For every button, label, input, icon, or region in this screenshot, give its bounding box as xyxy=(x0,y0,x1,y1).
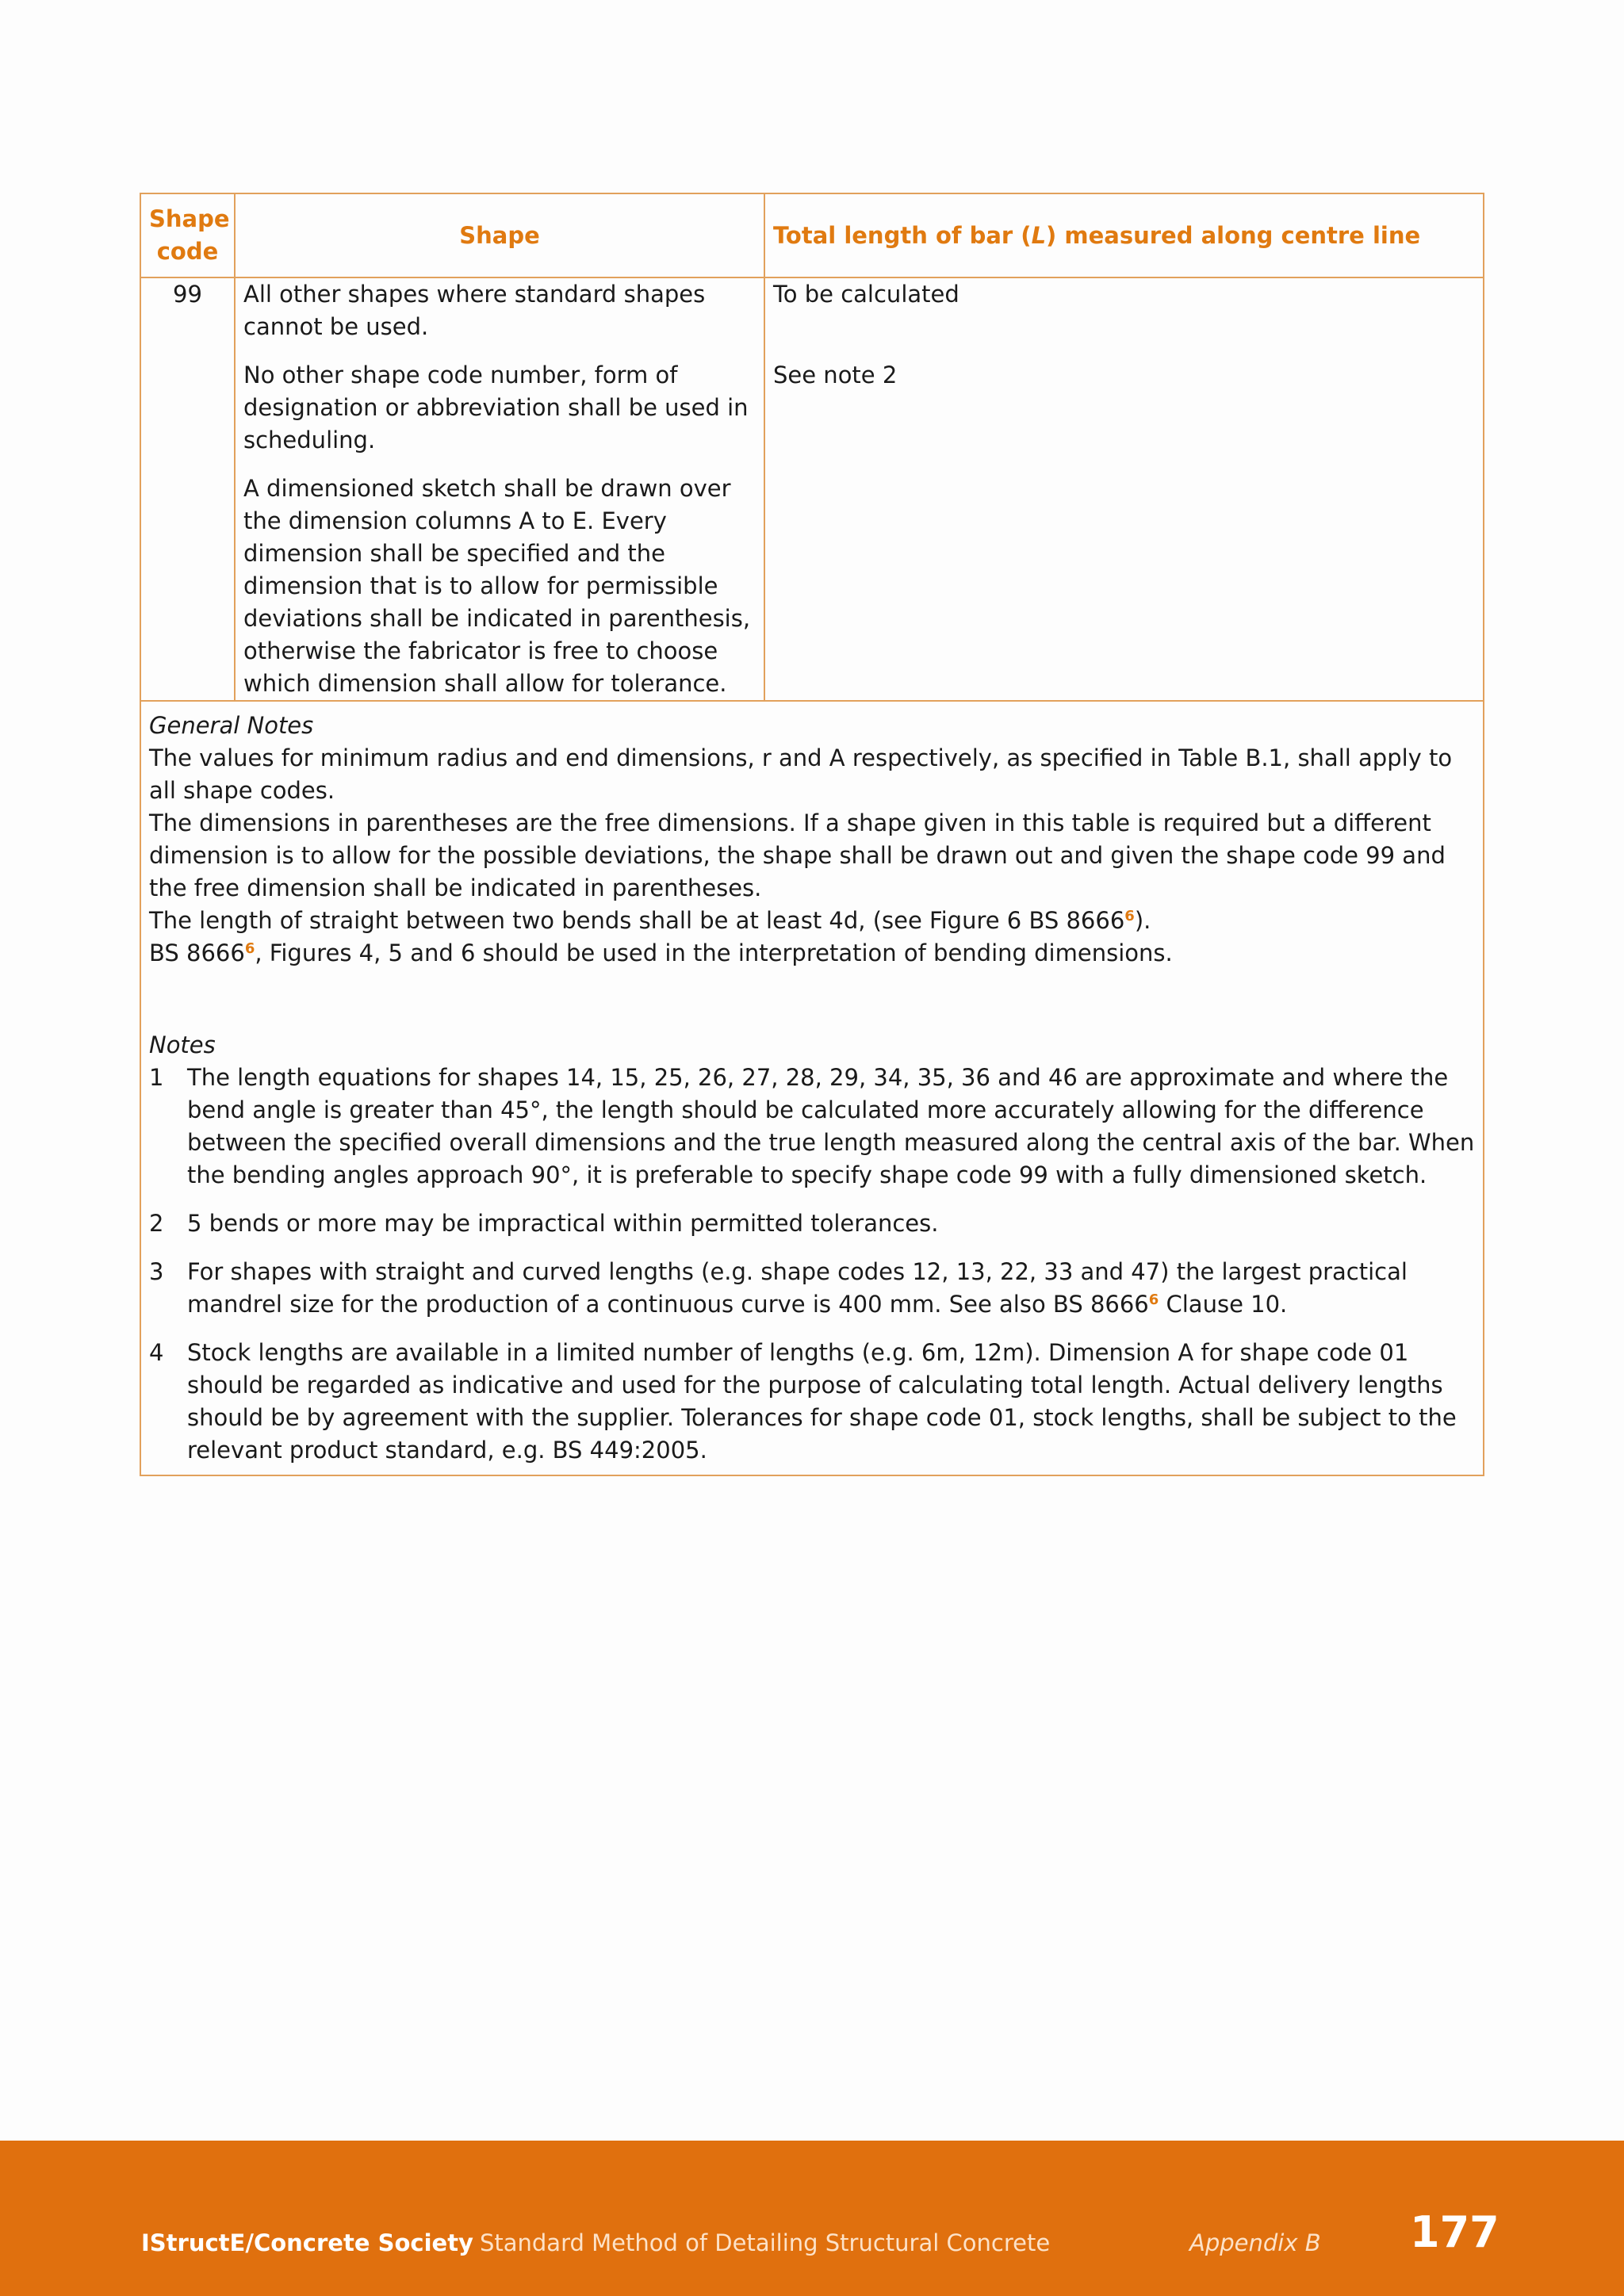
list-item xyxy=(149,1256,1475,1321)
list-item xyxy=(149,1337,1475,1467)
note-number: 4 xyxy=(149,1339,164,1366)
reference-superscript: 6 xyxy=(244,940,255,957)
header-length-prefix: Total length of bar ( xyxy=(773,221,1032,249)
note-text: 5 bends or more may be impractical within permitted tolerances. xyxy=(187,1210,939,1237)
note-number: 3 xyxy=(149,1258,164,1285)
page-number: 177 xyxy=(1410,2207,1500,2257)
shape-code-value: 99 xyxy=(141,277,235,700)
general-note-text: , Figures 4, 5 and 6 should be used in the interpretation of bending dimensions. xyxy=(255,939,1173,966)
header-total-length xyxy=(764,194,1483,277)
footer-publication xyxy=(141,2229,1050,2256)
shape-code-table xyxy=(141,194,1483,700)
shape-code-table-frame xyxy=(140,193,1484,1476)
shape-paragraph: No other shape code number, form of designation or abbreviation shall be used in scheduling. xyxy=(243,362,749,453)
list-item xyxy=(149,1207,1475,1240)
general-note-line xyxy=(149,905,1475,937)
note-number: 2 xyxy=(149,1210,164,1237)
shape-description-cell xyxy=(235,277,764,700)
header-length-symbol: L xyxy=(1031,221,1047,249)
header-length-suffix: ) measured along centre line xyxy=(1046,221,1421,249)
note-text: The length equations for shapes 14, 15, 25, 26, 27, 28, 29, 34, 35, 36 and 46 are approximate and where the bend angle is greater than 45°, the length should be calculated more accurately allowing for the difference between the specified overall dimensions and the true length measured along the central axis of the bar. When the bending angles approach 90°, it is preferable to specify shape code 99 with a fully dimensioned sketch. xyxy=(187,1064,1475,1188)
footer-publisher: IStructE/Concrete Society xyxy=(141,2229,473,2256)
footer-appendix: Appendix B xyxy=(1189,2229,1321,2256)
reference-superscript: 6 xyxy=(1124,908,1135,924)
note-text-part: For shapes with straight and curved lengths (e.g. shape codes 12, 13, 22, 33 and 47) the largest practical mandrel size for the production of a continuous curve is 400 mm. See also BS 8666 xyxy=(187,1258,1408,1318)
general-note-line: The values for minimum radius and end dimensions, r and A respectively, as specified in Table B.1, shall apply to all shape codes. xyxy=(149,744,1453,804)
general-notes-title: General Notes xyxy=(149,712,314,739)
notes-section xyxy=(141,700,1483,1475)
general-note-text: ). xyxy=(1134,907,1151,934)
general-note-line: The dimensions in parentheses are the free dimensions. If a shape given in this table is required but a different dimension is to allow for the possible deviations, the shape shall be drawn out and given the shape code 99 and the free dimension shall be indicated in parentheses. xyxy=(149,809,1446,901)
note-text: Stock lengths are available in a limited number of lengths (e.g. 6m, 12m). Dimension A for shape code 01 should be regarded as indicative and used for the purpose of calculating total length. Actual delivery lengths should be by agreement with the supplier. Tolerances for shape code 01, stock lengths, shall be subject to the relevant product standard, e.g. BS 449:2005. xyxy=(187,1339,1457,1464)
header-shape: Shape xyxy=(235,194,764,277)
general-note-text: BS 8666 xyxy=(149,939,245,966)
footer-title: Standard Method of Detailing Structural Concrete xyxy=(479,2229,1051,2256)
length-value: To be calculated xyxy=(773,281,959,308)
length-note-ref: See note 2 xyxy=(773,362,898,388)
general-note-line xyxy=(149,937,1475,970)
notes-title: Notes xyxy=(149,1031,216,1058)
shape-paragraph: All other shapes where standard shapes cannot be used. xyxy=(243,281,706,340)
note-text xyxy=(187,1256,1475,1321)
table-row xyxy=(141,277,1483,700)
table-header-row xyxy=(141,194,1483,277)
reference-superscript: 6 xyxy=(1148,1292,1159,1308)
shape-paragraph: A dimensioned sketch shall be drawn over the dimension columns A to E. Every dimension shall be specified and the dimension that is to allow for permissible deviations shall be indicated in parenthesis, otherwise the fabricator is free to choose which dimension shall allow for tolerance. xyxy=(243,475,751,697)
header-shape-code: Shape code xyxy=(141,194,235,277)
note-number: 1 xyxy=(149,1064,164,1091)
list-item xyxy=(149,1062,1475,1192)
page-footer xyxy=(0,2141,1624,2296)
general-note-text: The length of straight between two bends shall be at least 4d, (see Figure 6 BS 8666 xyxy=(149,907,1125,934)
note-text-part: Clause 10. xyxy=(1159,1291,1288,1318)
total-length-cell xyxy=(764,277,1483,700)
